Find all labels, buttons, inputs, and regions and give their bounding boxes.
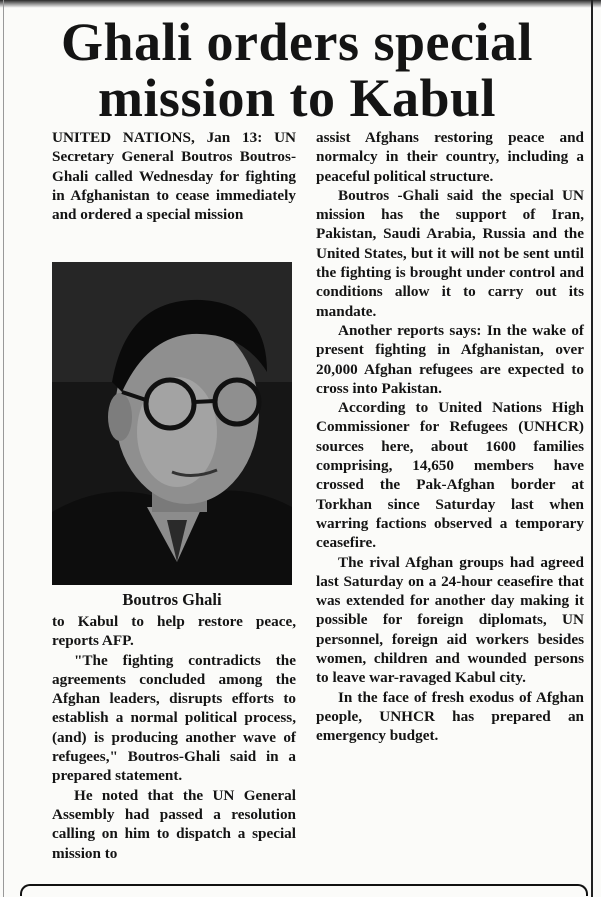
dateline: UNITED NATIONS, Jan 13: — [52, 129, 275, 146]
article-column-1-continued — [52, 612, 296, 863]
article-column-1-intro — [52, 128, 296, 224]
headline: Ghali orders special mission to Kabul — [61, 12, 533, 128]
article-column-2 — [316, 128, 584, 746]
intro-text: UN Secretary General Boutros Boutros-Ghali called Wednesday for fighting in Afghanistan to cease immediately and ordered a special mission — [52, 129, 296, 224]
right-column-rule — [591, 0, 593, 897]
paragraph: Boutros -Ghali said the special UN mission has the support of Iran, Pakistan, Saudi Arabia, Russia and the United States, but it will not be sent until the fighting is brought under control and conditions allow it to carry out its mandate. — [316, 186, 584, 320]
portrait-photo — [52, 262, 292, 585]
intro-paragraph — [52, 128, 296, 224]
paragraph: The rival Afghan groups had agreed last Saturday on a 24-hour ceasefire that was extended for another day making it possible for foreign diplomats, UN personnel, foreign aid workers besides women, children and wounded persons to leave war-ravaged Kabul city. — [316, 553, 584, 687]
photo-caption: Boutros Ghali — [122, 590, 222, 609]
paragraph: According to United Nations High Commissioner for Refugees (UNHCR) sources here, about 1600 families comprising, 14,650 members have crossed the Pak-Afghan border at Torkhan since Saturday last when warring factions observed a temporary ceasefire. — [316, 399, 584, 552]
paragraph: Another reports says: In the wake of present fighting in Afghanistan, over 20,000 Afghan refugees are expected to cross into Pakistan. — [316, 321, 584, 397]
paragraph: to Kabul to help restore peace, reports AFP. — [52, 613, 296, 650]
paragraph: assist Afghans restoring peace and normalcy in their country, including a peaceful political structure. — [316, 129, 584, 185]
top-edge-strip — [0, 0, 601, 8]
paragraph: "The fighting contradicts the agreements concluded among the Afghan leaders, disrupts efforts to establish a normal political process, (and) is producing another wave of refugees," Boutros-Ghali said in a prepared statement. — [52, 651, 296, 785]
portrait-image — [52, 262, 292, 585]
bottom-border — [20, 884, 588, 896]
left-column-rule — [3, 0, 4, 897]
paragraph: He noted that the UN General Assembly had passed a resolution calling on him to dispatch a special mission to — [52, 786, 296, 862]
paragraph: In the face of fresh exodus of Afghan people, UNHCR has prepared an emergency budget. — [316, 688, 584, 745]
